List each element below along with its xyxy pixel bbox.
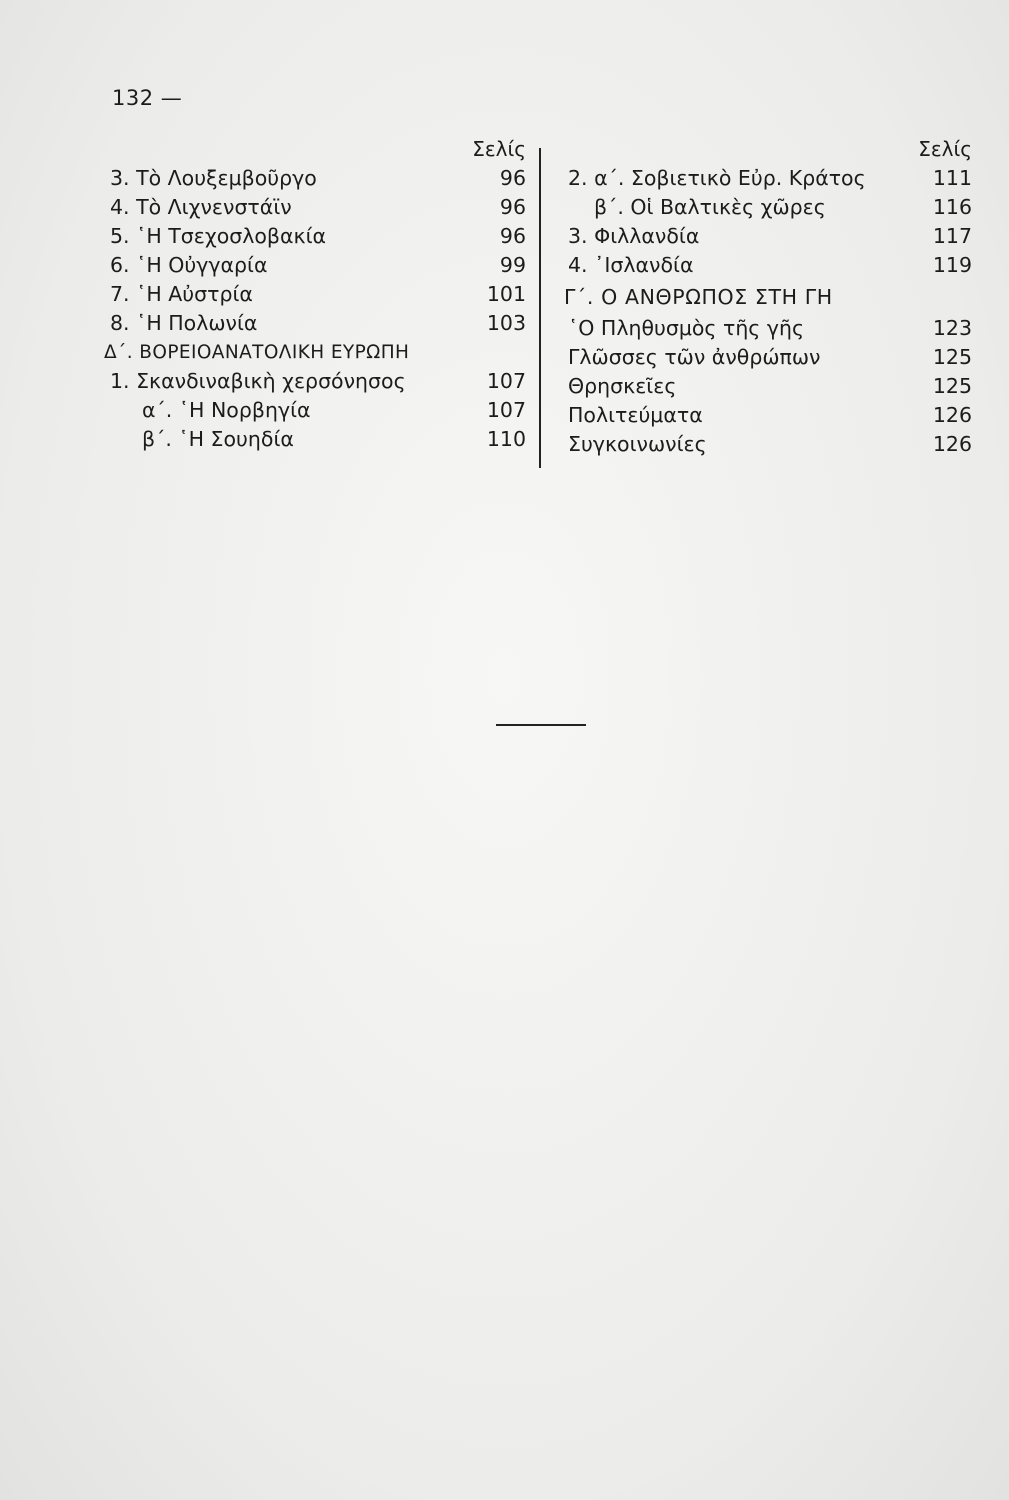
toc-entry xyxy=(556,401,976,430)
toc-entry-page: 110 xyxy=(486,427,526,451)
toc-entry-page: 103 xyxy=(486,311,526,335)
toc-entry-page: 126 xyxy=(932,432,972,456)
toc-entry xyxy=(556,193,976,222)
toc-entry xyxy=(110,222,530,251)
toc-entry-title: β΄. ῾Η Σουηδία xyxy=(142,427,294,451)
toc-entry-title: 3. Τὸ Λουξεμβοῦργο xyxy=(110,166,317,190)
toc-entry xyxy=(556,372,976,401)
toc-entry-page: 99 xyxy=(499,253,526,277)
page-column-header: Σελίς xyxy=(918,137,972,161)
toc-entry xyxy=(556,314,976,343)
toc-entry-title: β΄. Οἱ Βαλτικὲς χῶρες xyxy=(594,195,826,219)
page-column-header: Σελίς xyxy=(472,137,526,161)
toc-entry xyxy=(556,343,976,372)
toc-entry-title: Συγκοινωνίες xyxy=(568,432,707,456)
section-heading: Γ΄. Ο ΑΝΘΡΩΠΟΣ ΣΤΗ ΓΗ xyxy=(564,285,833,309)
toc-entry-title: Θρησκεῖες xyxy=(568,374,677,398)
end-rule xyxy=(496,724,586,726)
toc-entry-title: 7. ῾Η Αὐστρία xyxy=(110,282,253,306)
toc-entry-title: Γλῶσσες τῶν ἀνθρώπων xyxy=(568,345,821,369)
toc-entry-title: 8. ῾Η Πολωνία xyxy=(110,311,258,335)
toc-entry xyxy=(110,164,530,193)
toc-entry-page: 107 xyxy=(486,398,526,422)
toc-entry-page: 101 xyxy=(486,282,526,306)
toc-entry-title: α΄. ῾Η Νορβηγία xyxy=(142,398,311,422)
toc-entry-title: 4. Τὸ Λιχνενστάϊν xyxy=(110,195,292,219)
toc-entry-page: 126 xyxy=(932,403,972,427)
toc-entry xyxy=(556,222,976,251)
toc-entry-page: 96 xyxy=(499,224,526,248)
page-number: 132 — xyxy=(112,86,183,110)
toc-entry-title: 1. Σκανδιναβικὴ χερσόνησος xyxy=(110,369,406,393)
toc-entry-page: 125 xyxy=(932,345,972,369)
toc-entry-page: 96 xyxy=(499,195,526,219)
toc-entry-title: 5. ῾Η Τσεχοσλοβακία xyxy=(110,224,327,248)
toc-entry-page: 119 xyxy=(932,253,972,277)
toc-entry-title: ῾Ο Πληθυσμὸς τῆς γῆς xyxy=(568,316,805,340)
toc-entry-page: 96 xyxy=(499,166,526,190)
toc-entry xyxy=(556,251,976,280)
column-divider xyxy=(539,148,541,468)
toc-right-column xyxy=(556,134,976,459)
section-heading: Δ΄. ΒΟΡΕΙΟΑΝΑΤΟΛΙΚΗ ΕΥΡΩΠΗ xyxy=(104,342,410,363)
toc-entry xyxy=(110,367,530,396)
toc-entry xyxy=(110,251,530,280)
toc-entry-title: Πολιτεύματα xyxy=(568,403,703,427)
toc-entry-title: 3. Φιλλανδία xyxy=(568,224,700,248)
toc-entry xyxy=(110,396,530,425)
toc-entry-page: 107 xyxy=(486,369,526,393)
toc-entry xyxy=(110,193,530,222)
toc-entry-page: 116 xyxy=(932,195,972,219)
toc-entry-page: 125 xyxy=(932,374,972,398)
toc-entry-title: 4. ᾿Ισλανδία xyxy=(568,253,694,277)
toc-entry xyxy=(556,164,976,193)
toc-entry-page: 123 xyxy=(932,316,972,340)
toc-entry xyxy=(556,430,976,459)
toc-entry xyxy=(110,309,530,338)
toc-left-column xyxy=(104,134,530,454)
toc-entry-title: 2. α΄. Σοβιετικὸ Εὐρ. Κράτος xyxy=(568,166,866,190)
toc-entry-title: 6. ῾Η Οὐγγαρία xyxy=(110,253,268,277)
toc-entry xyxy=(110,425,530,454)
toc-entry-page: 117 xyxy=(932,224,972,248)
toc-entry xyxy=(110,280,530,309)
toc-entry-page: 111 xyxy=(932,166,972,190)
